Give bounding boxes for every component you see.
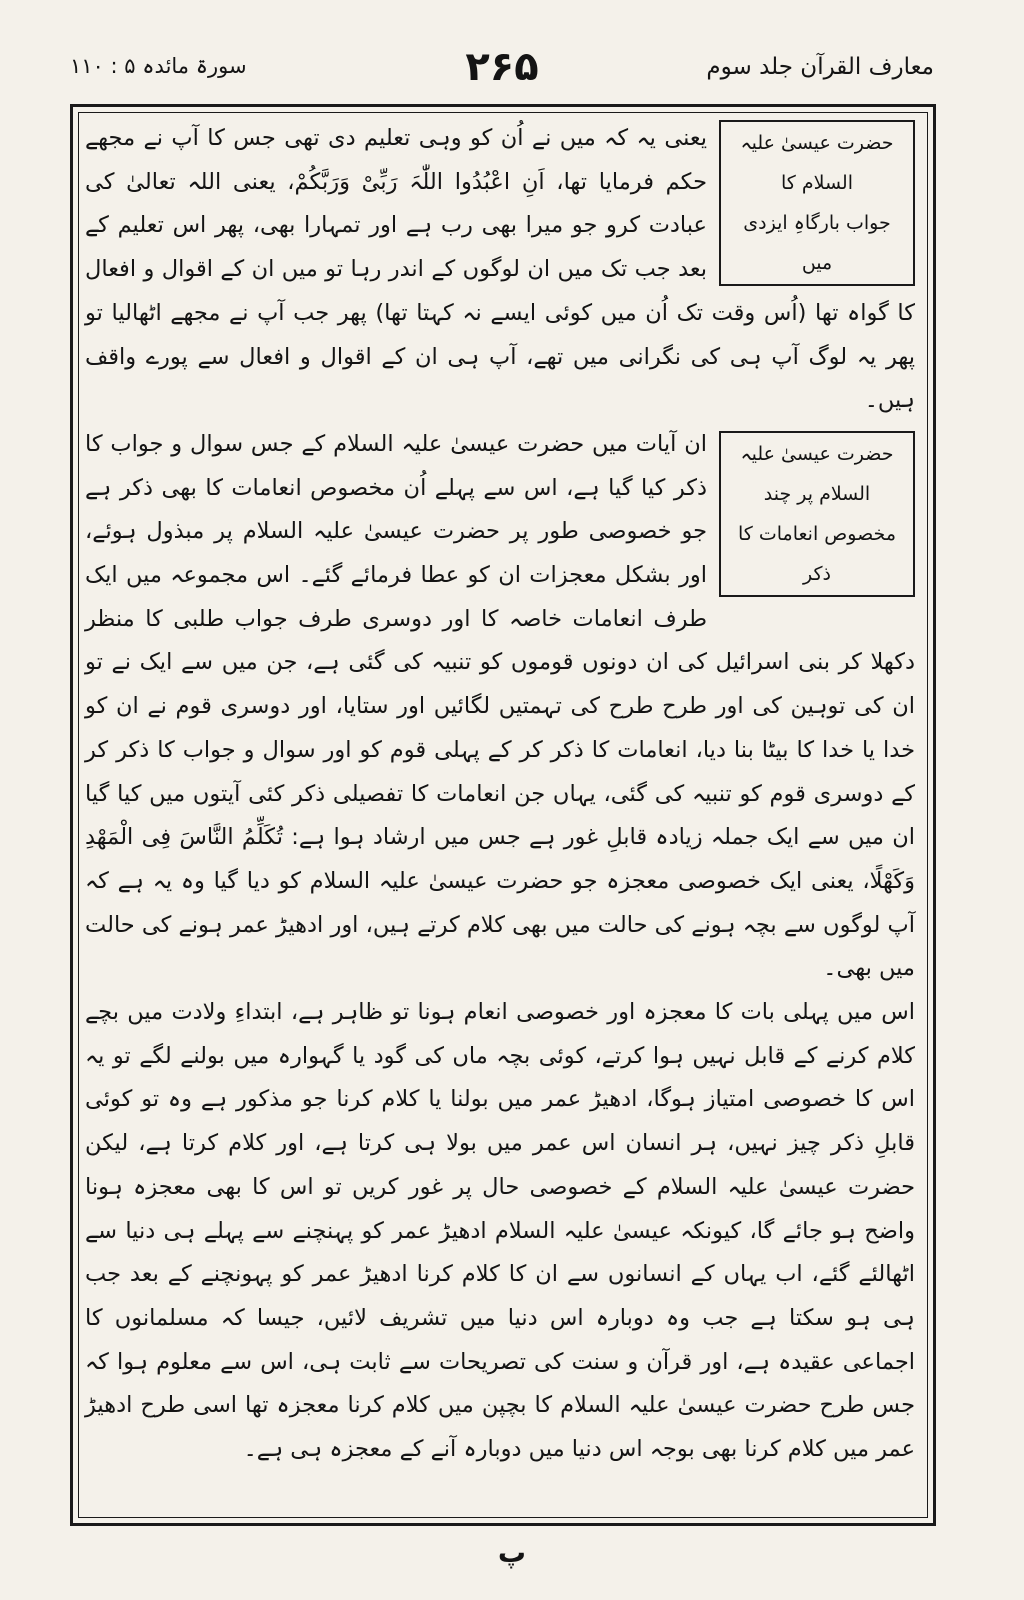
paragraph-1: یعنی یہ کہ میں نے اُن کو وہی تعلیم دی تھی جس کا آپ نے مجھے حکم فرمایا تھا، اَنِ اعْبُدُوا اللّٰہَ رَبِّیْ وَرَبَّکُمْ، یعنی اللہ تعالیٰ کی عبادت کرو جو میرا بھی رب ہے اور تمہارا بھی، پھر اس تعلیم کے بعد جب تک میں ان لوگوں کے اندر رہا تو میں ان کے اقوال و افعال کا گواہ تھا (اُس وقت تک اُن میں کوئی ایسے نہ کہتا تھا) پھر جب آپ نے مجھے اٹھالیا تو پھر یہ لوگ آپ ہی کی نگرانی میں تھے، آپ ہی ان کے اقوال و افعال سے پورے واقف ہیں۔ <box>85 125 915 414</box>
book-title: معارف القرآن جلد سوم <box>706 54 934 80</box>
side-heading-2-line1: حضرت عیسیٰ علیہ السلام پر چند <box>740 442 894 505</box>
paragraph-2: ان آیات میں حضرت عیسیٰ علیہ السلام کے جس سوال و جواب کا ذکر کیا گیا ہے، اس سے پہلے اُن مخصوص انعامات کا بھی ذکر ہے جو خصوصی طور پر حضرت عیسیٰ علیہ السلام پر مبذول ہوئے، اور بشکل معجزات ان کو عطا فرمائے گئے۔ اس مجموعہ میں ایک طرف انعامات خاصہ کا اور دوسری طرف جواب طلبی کا منظر دکھلا کر بنی اسرائیل کی ان دونوں قوموں کو تنبیہ کی گئی ہے، جن میں سے ایک نے تو ان کی توہین کی اور طرح طرح کی تہمتیں لگائیں اور ستایا، اور دوسری قوم نے ان کو خدا یا خدا کا بیٹا بنا دیا، انعامات کا ذکر کر کے پہلی قوم کو اور سوال و جواب کا ذکر کر کے دوسری قوم کو تنبیہ کی گئی، یہاں جن انعامات کا تفصیلی ذکر کئی آیتوں میں کیا گیا ان میں سے ایک جملہ زیادہ قابلِ غور ہے جس میں ارشاد ہوا ہے: تُکَلِّمُ النَّاسَ فِی الْمَھْدِ وَکَھْلًا، یعنی ایک خصوصی معجزہ جو حضرت عیسیٰ علیہ السلام کو دیا گیا وہ یہ ہے کہ آپ لوگوں سے بچہ ہونے کی حالت میں بھی کلام کرتے ہیں، اور ادھیڑ عمر ہونے کی حالت میں بھی۔ <box>85 430 915 982</box>
body-text <box>85 117 915 1472</box>
surah-reference: سورۃ مائدہ ۵ : ۱۱۰ <box>70 54 247 78</box>
page-border <box>70 104 936 1526</box>
page-number: ۲۶۵ <box>465 44 539 90</box>
footer-mark: پ <box>497 1536 527 1569</box>
side-heading-2 <box>719 431 915 597</box>
side-heading-1-line2: جواب بارگاہِ ایزدی میں <box>743 212 891 274</box>
side-heading-2-line2: مخصوص انعامات کا ذکر <box>738 522 896 585</box>
paragraph-3: اس میں پہلی بات کا معجزہ اور خصوصی انعام ہونا تو ظاہر ہے، ابتداءِ ولادت میں بچے کلام کرنے کے قابل نہیں ہوا کرتے، کوئی بچہ ماں کی گود یا گہوارہ میں بولنے لگے تو یہ اس کا خصوصی امتیاز ہوگا، ادھیڑ عمر میں بولنا یا کلام کرنا جو مذکور ہے وہ تو کوئی قابلِ ذکر چیز نہیں، ہر انسان اس عمر میں بولا ہی کرتا ہے، اور کلام کرتا ہے، لیکن حضرت عیسیٰ علیہ السلام کے خصوصی حال پر غور کریں تو اس کا بھی معجزہ ہونا واضح ہو جائے گا، کیونکہ عیسیٰ علیہ السلام ادھیڑ عمر کو پہنچنے سے پہلے ہی دنیا سے اٹھالئے گئے، اب یہاں کے انسانوں سے ان کا کلام کرنا ادھیڑ عمر کو پہونچنے کے بعد جب ہی ہو سکتا ہے جب وہ دوبارہ اس دنیا میں تشریف لائیں، جیسا کہ مسلمانوں کا اجماعی عقیدہ ہے، اور قرآن و سنت کی تصریحات سے ثابت ہی، اس سے معلوم ہوا کہ جس طرح حضرت عیسیٰ علیہ السلام کا بچپن میں کلام کرنا معجزہ تھا اسی طرح ادھیڑ عمر میں کلام کرنا بھی بوجہ اس دنیا میں دوبارہ آنے کے معجزہ ہی ہے۔ <box>85 999 915 1463</box>
side-heading-1-line1: حضرت عیسیٰ علیہ السلام کا <box>740 132 894 194</box>
page-header <box>70 44 934 100</box>
side-heading-1 <box>719 120 915 286</box>
